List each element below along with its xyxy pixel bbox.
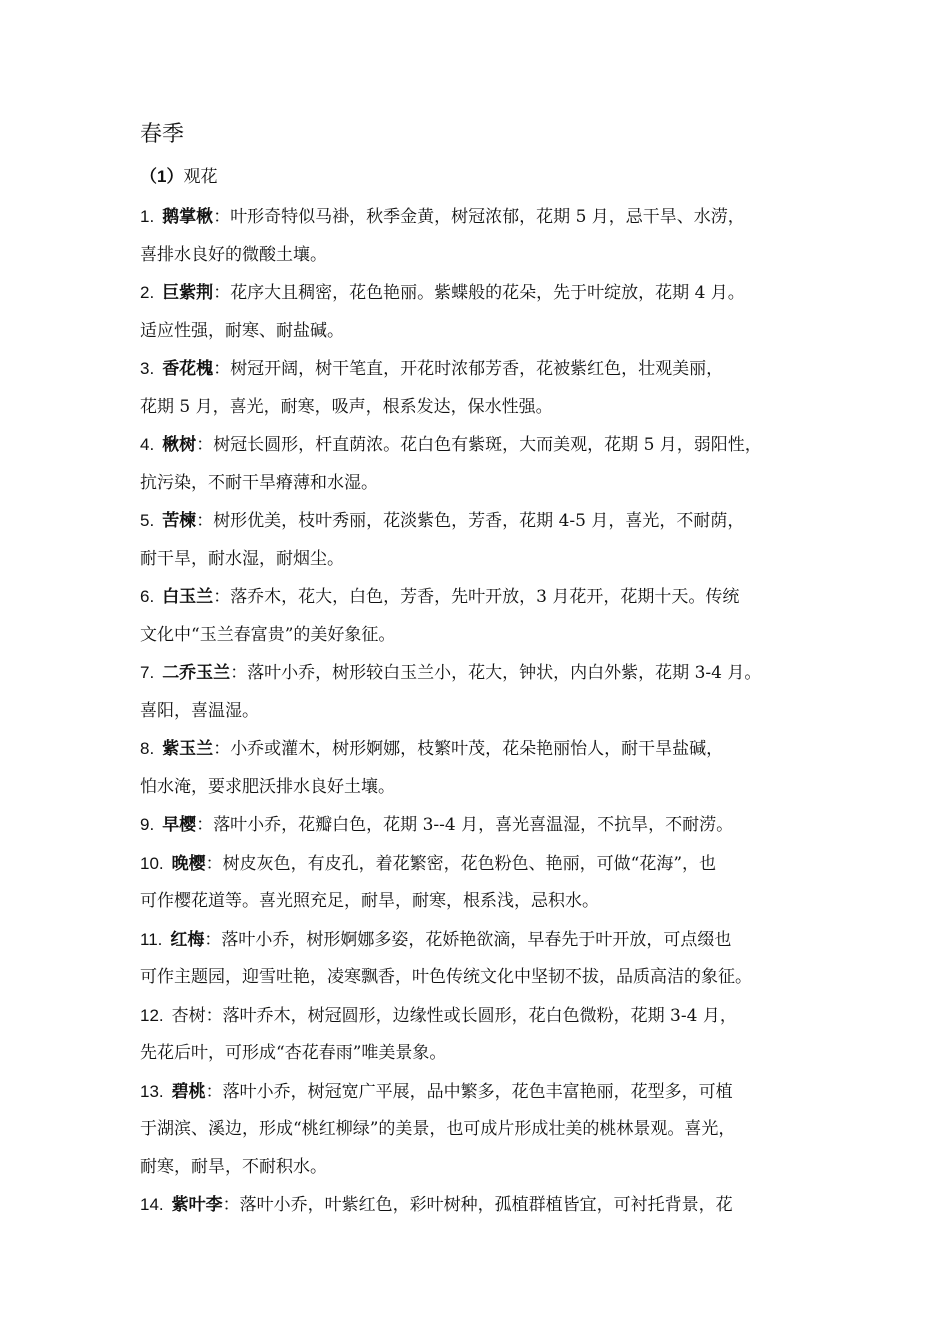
entry-text: 可作主题园，迎雪吐艳，凌寒飘香，叶色传统文化中坚韧不拔，品质高洁的象征。	[140, 967, 752, 987]
entry-line	[140, 465, 840, 503]
entry-line	[140, 1073, 840, 1112]
entry-number: 7.	[140, 663, 155, 682]
entry-line	[140, 693, 840, 731]
entry-text: 可作樱花道等。喜光照充足，耐旱，耐寒，根系浅，忌积水。	[140, 891, 599, 911]
plant-entry	[140, 502, 840, 578]
plant-name: 杏树	[171, 1005, 206, 1026]
entry-line	[140, 274, 840, 313]
entry-number: 1.	[140, 207, 155, 226]
plant-name: 碧桃	[171, 1081, 206, 1102]
entry-text: 落叶小乔，叶紫红色，彩叶树种，孤植群植皆宜，可衬托背景，花	[239, 1195, 733, 1215]
plant-name: 香花槐	[162, 359, 214, 379]
entry-line	[140, 883, 840, 921]
entry-text: 落叶小乔，树形较白玉兰小，花大，钟状，内白外紫，花期 3-4 月。	[247, 663, 762, 683]
entry-line	[140, 1035, 840, 1073]
plant-entry	[140, 198, 840, 274]
entry-text: 花序大且稠密，花色艳丽。紫蝶般的花朵，先于叶绽放，花期 4 月。	[230, 283, 745, 303]
plant-name: 苦楝	[162, 511, 197, 531]
entry-text: 落乔木，花大，白色，芳香，先叶开放，3 月花开，花期十天。传统	[230, 587, 740, 607]
entry-text: 小乔或灌木，树形婀娜，枝繁叶茂，花朵艳丽怡人，耐干旱盐碱，	[230, 739, 724, 759]
entry-text: 耐寒，耐旱，不耐积水。	[140, 1156, 327, 1177]
plant-name: 鹅掌楸	[162, 207, 214, 227]
section-label: 观花	[183, 167, 218, 187]
entry-text: 喜排水良好的微酸土壤。	[140, 244, 327, 265]
plant-list	[140, 198, 840, 1225]
entry-text: 抗污染，不耐干旱瘠薄和水湿。	[140, 472, 378, 493]
entry-line	[140, 313, 840, 351]
name-separator: ：	[196, 815, 214, 835]
entry-number: 6.	[140, 587, 155, 606]
entry-text: 耐干旱，耐水湿，耐烟尘。	[140, 548, 344, 569]
entry-line	[140, 198, 840, 237]
entry-text: 适应性强，耐寒、耐盐碱。	[140, 320, 344, 341]
plant-entry	[140, 997, 840, 1073]
entry-line	[140, 237, 840, 275]
entry-line	[140, 350, 840, 389]
name-separator: ：	[196, 511, 214, 531]
entry-line	[140, 1111, 840, 1149]
entry-number: 9.	[140, 815, 155, 834]
plant-entry	[140, 426, 840, 502]
plant-entry	[140, 921, 840, 997]
plant-name: 紫叶李	[171, 1195, 223, 1215]
entry-line	[140, 730, 840, 769]
entry-line	[140, 769, 840, 807]
plant-entry	[140, 730, 840, 806]
entry-number: 12.	[140, 1005, 164, 1025]
plant-name: 红梅	[170, 929, 205, 950]
entry-text: 叶形奇特似马褂，秋季金黄，树冠浓郁，花期 5 月，忌干旱、水涝，	[230, 207, 745, 227]
entry-text: 喜阳，喜温湿。	[140, 700, 259, 721]
plant-name: 早樱	[162, 815, 197, 835]
entry-text: 树冠开阔，树干笔直，开花时浓郁芳香，花被紫红色，壮观美丽，	[230, 359, 724, 379]
name-separator: ：	[196, 435, 214, 455]
page-title: 春季	[140, 122, 185, 147]
name-separator: ：	[222, 1195, 240, 1215]
name-separator: ：	[230, 663, 248, 683]
plant-entry	[140, 654, 840, 730]
plant-entry	[140, 806, 840, 845]
entry-text: 花期 5 月，喜光，耐寒，吸声，根系发达，保水性强。	[140, 396, 553, 417]
entry-line	[140, 1186, 840, 1225]
name-separator: ：	[205, 1081, 223, 1102]
name-separator: ：	[213, 739, 231, 759]
entry-number: 5.	[140, 511, 155, 530]
entry-line	[140, 578, 840, 617]
entry-number: 14.	[140, 1195, 164, 1214]
name-separator: ：	[213, 283, 231, 303]
entry-line	[140, 921, 840, 960]
plant-name: 楸树	[162, 435, 197, 455]
entry-text: 树冠长圆形，杆直荫浓。花白色有紫斑，大而美观，花期 5 月，弱阳性，	[213, 435, 762, 455]
entry-number: 4.	[140, 435, 155, 454]
entry-line	[140, 389, 840, 427]
entry-line	[140, 541, 840, 579]
entry-text: 落叶小乔，花瓣白色，花期 3--4 月，喜光喜温湿，不抗旱，不耐涝。	[213, 815, 734, 835]
entry-number: 3.	[140, 359, 155, 378]
entry-text: 于湖滨、溪边，形成“桃红柳绿”的美景，也可成片形成壮美的桃林景观。喜光，	[140, 1119, 736, 1139]
entry-text: 树皮灰色，有皮孔，着花繁密，花色粉色、艳丽，可做“花海”，也	[222, 853, 717, 874]
entry-line	[140, 959, 840, 997]
entry-text: 树形优美，枝叶秀丽，花淡紫色，芳香，花期 4-5 月，喜光，不耐荫，	[213, 511, 745, 531]
entry-line	[140, 654, 840, 693]
entry-line	[140, 806, 840, 845]
entry-text: 怕水淹，要求肥沃排水良好土壤。	[140, 776, 395, 797]
entry-number: 10.	[140, 853, 164, 873]
plant-entry	[140, 350, 840, 426]
name-separator: ：	[205, 1005, 223, 1026]
plant-name: 二乔玉兰	[162, 663, 231, 683]
entry-line	[140, 502, 840, 541]
entry-line	[140, 1149, 840, 1187]
plant-entry	[140, 578, 840, 654]
entry-number: 13.	[140, 1081, 164, 1101]
plant-name: 紫玉兰	[162, 739, 214, 759]
section-number: （1）	[140, 167, 184, 186]
plant-entry	[140, 274, 840, 350]
entry-text: 落叶乔木，树冠圆形，边缘性或长圆形，花白色微粉，花期 3-4 月，	[222, 1005, 737, 1026]
entry-line	[140, 426, 840, 465]
plant-name: 巨紫荆	[162, 283, 214, 303]
plant-name: 白玉兰	[162, 587, 214, 607]
entry-number: 2.	[140, 283, 155, 302]
plant-entry	[140, 845, 840, 921]
entry-line	[140, 997, 840, 1036]
name-separator: ：	[213, 207, 231, 227]
entry-text: 落叶小乔，树形婀娜多姿，花娇艳欲滴，早春先于叶开放，可点缀也	[221, 929, 732, 950]
entry-number: 8.	[140, 739, 155, 758]
entry-line	[140, 845, 840, 884]
plant-name: 晚樱	[171, 853, 206, 874]
plant-entry	[140, 1073, 840, 1187]
plant-entry	[140, 1186, 840, 1225]
name-separator: ：	[213, 359, 231, 379]
entry-text: 先花后叶，可形成“杏花春雨”唯美景象。	[140, 1043, 447, 1063]
section-heading	[140, 164, 217, 190]
entry-number: 11.	[140, 929, 163, 949]
entry-line	[140, 617, 840, 655]
entry-text: 落叶小乔，树冠宽广平展，品中繁多，花色丰富艳丽，花型多，可植	[222, 1081, 733, 1102]
entry-text: 文化中“玉兰春富贵”的美好象征。	[140, 624, 396, 645]
name-separator: ：	[213, 587, 231, 607]
name-separator: ：	[205, 853, 223, 874]
name-separator: ：	[204, 929, 222, 950]
